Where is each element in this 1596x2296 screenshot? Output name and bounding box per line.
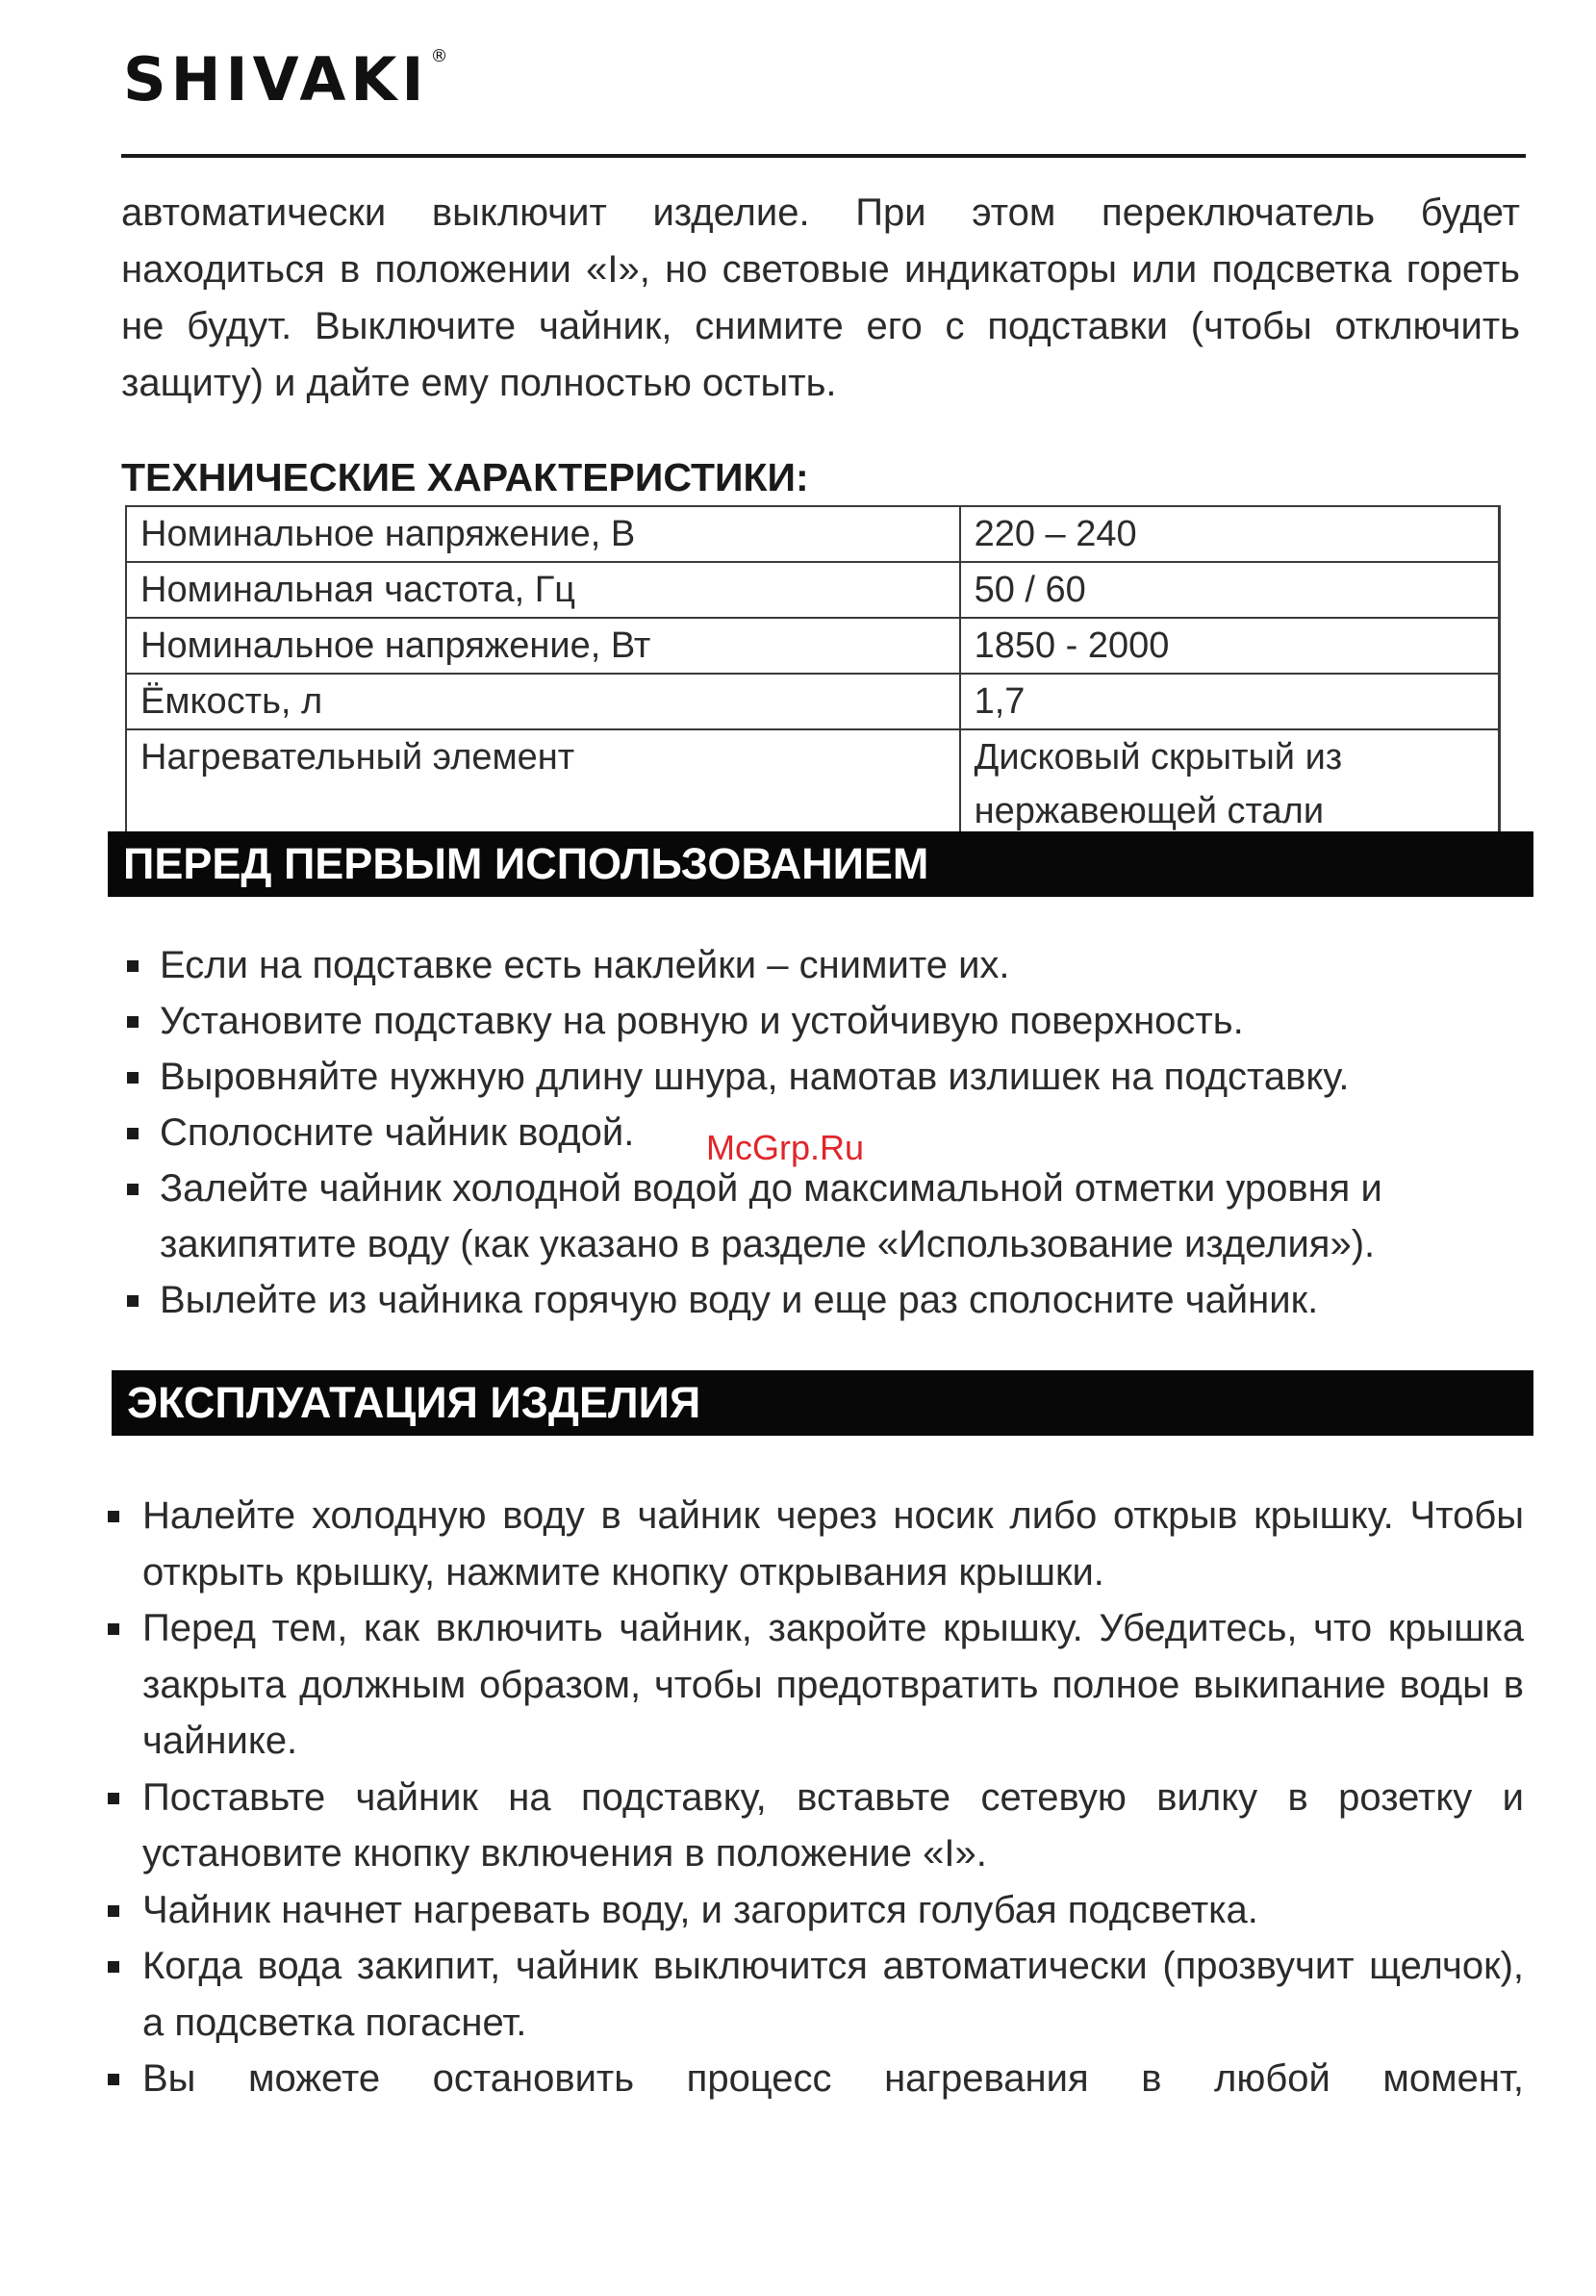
list-item: Перед тем, как включить чайник, закройте крышку. Убедитесь, что крышка закрыта должным образом, чтобы предотвратить полное выкипание воды в чайнике. bbox=[108, 1600, 1524, 1770]
list-item: Установите подставку на ровную и устойчивую поверхность. bbox=[125, 993, 1530, 1049]
spec-label: Ёмкость, л bbox=[126, 674, 960, 729]
section-heading-before-first-use: ПЕРЕД ПЕРВЫМ ИСПОЛЬЗОВАНИЕМ bbox=[108, 831, 1533, 897]
spec-value: 220 – 240 bbox=[960, 506, 1500, 562]
table-row bbox=[126, 674, 1500, 729]
bullet-icon bbox=[127, 1016, 139, 1028]
bullet-icon bbox=[108, 2074, 119, 2085]
table-row bbox=[126, 618, 1500, 674]
header-divider bbox=[121, 154, 1526, 158]
bullet-icon bbox=[108, 1905, 119, 1917]
list-item: Залейте чайник холодной водой до максимальной отметки уровня и закипятите воду (как указано в разделе «Использование изделия»). bbox=[125, 1161, 1530, 1272]
bullet-icon bbox=[127, 1295, 139, 1307]
specs-title: ТЕХНИЧЕСКИЕ ХАРАКТЕРИСТИКИ: bbox=[121, 455, 809, 499]
watermark: McGrp.Ru bbox=[706, 1128, 865, 1167]
list-item: Выровняйте нужную длину шнура, намотав излишек на подставку. bbox=[125, 1049, 1530, 1105]
bullet-icon bbox=[108, 1623, 119, 1635]
spec-label: Номинальное напряжение, В bbox=[126, 506, 960, 562]
spec-value: Дисковый скрытый из нержавеющей стали bbox=[960, 729, 1500, 839]
list-item: Чайник начнет нагревать воду, и загорится голубая подсветка. bbox=[108, 1882, 1524, 1939]
table-row bbox=[126, 506, 1500, 562]
spec-label: Номинальное напряжение, Вт bbox=[126, 618, 960, 674]
registered-mark: ® bbox=[430, 46, 448, 66]
list-item: Вылейте из чайника горячую воду и еще раз сполосните чайник. bbox=[125, 1272, 1530, 1328]
spec-value: 1,7 bbox=[960, 674, 1500, 729]
bullet-icon bbox=[127, 1128, 139, 1139]
brand-logo bbox=[123, 44, 448, 115]
bullet-icon bbox=[127, 1184, 139, 1195]
bullet-icon bbox=[108, 1961, 119, 1973]
bullet-icon bbox=[108, 1793, 119, 1804]
bullet-icon bbox=[127, 960, 139, 972]
bullet-icon bbox=[127, 1072, 139, 1084]
specs-table bbox=[125, 505, 1501, 840]
list-item: Сполосните чайник водой. bbox=[125, 1105, 1530, 1161]
list-item: Налейте холодную воду в чайник через носик либо открыв крышку. Чтобы открыть крышку, нажмите кнопку открывания крышки. bbox=[108, 1488, 1524, 1600]
list-item: Если на подставке есть наклейки – снимите их. bbox=[125, 937, 1530, 993]
spec-value: 1850 - 2000 bbox=[960, 618, 1500, 674]
intro-paragraph: автоматически выключит изделие. При этом переключатель будет находиться в положении «I», но световые индикаторы или подсветка гореть не будут. Выключите чайник, снимите его с подставки (чтобы отключить защиту) и дайте ему полностью остыть. bbox=[121, 191, 1520, 404]
spec-label: Номинальная частота, Гц bbox=[126, 562, 960, 618]
brand-name: SHIVAKI bbox=[123, 44, 429, 115]
list-item: Вы можете остановить процесс нагревания в любой момент, bbox=[108, 2051, 1524, 2107]
spec-label: Нагревательный элемент bbox=[126, 729, 960, 839]
list-item: Когда вода закипит, чайник выключится автоматически (прозвучит щелчок), а подсветка погаснет. bbox=[108, 1938, 1524, 2051]
section-heading-operation: ЭКСПЛУАТАЦИЯ ИЗДЕЛИЯ bbox=[112, 1370, 1533, 1436]
operation-list bbox=[108, 1488, 1524, 2107]
spec-value: 50 / 60 bbox=[960, 562, 1500, 618]
list-item: Поставьте чайник на подставку, вставьте сетевую вилку в розетку и установите кнопку включения в положение «I». bbox=[108, 1770, 1524, 1882]
table-row bbox=[126, 729, 1500, 839]
table-row bbox=[126, 562, 1500, 618]
bullet-icon bbox=[108, 1511, 119, 1522]
